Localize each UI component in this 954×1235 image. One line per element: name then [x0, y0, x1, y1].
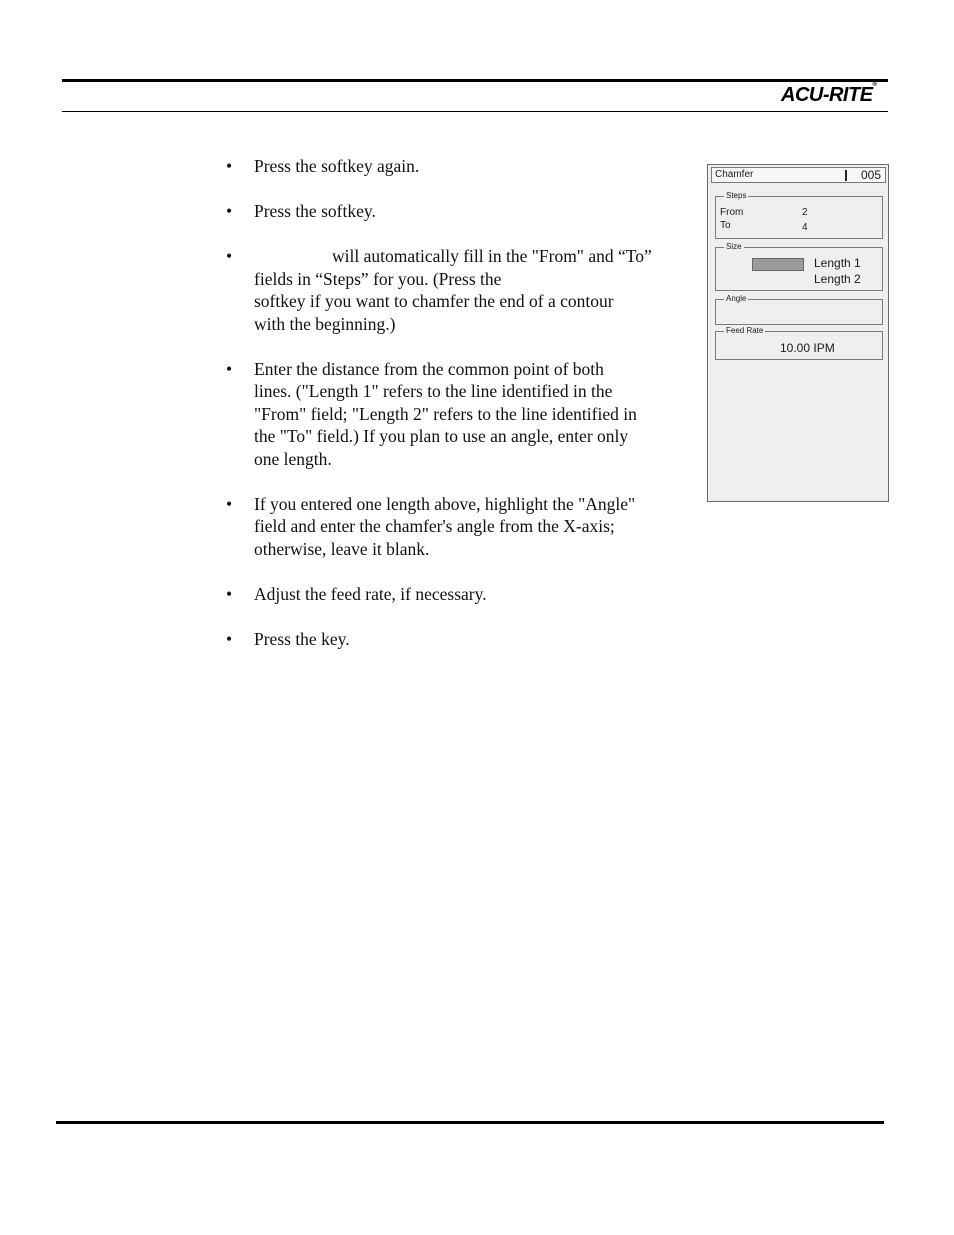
instruction-line: one length. — [254, 448, 332, 469]
instruction-line: Press the softkey again. — [254, 156, 420, 176]
instruction-line: Press the softkey. — [254, 201, 376, 221]
instruction-item: • Adjust the feed rate, if necessary. — [226, 583, 686, 606]
length1-input[interactable] — [752, 258, 804, 271]
instruction-line: field and enter the chamfer's angle from the X-axis; — [254, 516, 615, 536]
steps-group — [715, 191, 883, 239]
instruction-line: Enter the distance from the common point of both — [254, 358, 604, 379]
instruction-item: • Press the key. — [226, 628, 686, 651]
instruction-line: the "To" field.) If you plan to use an angle, enter only — [254, 426, 629, 446]
from-label: From — [720, 207, 744, 218]
acu-rite-logo: ACU-RITE® — [781, 82, 877, 106]
instruction-line: fields in “Steps” for you. (Press the — [254, 268, 502, 289]
angle-label: Angle — [726, 294, 747, 303]
angle-group[interactable] — [715, 294, 883, 325]
screen-title-bar — [711, 167, 886, 183]
to-value[interactable]: 4 — [802, 222, 808, 233]
instruction-item: • Enter the distance from the common point of both lines. ("Length 1" refers to the line identified in the "From" field; "Length 2" refers to the line identified in the "To" field.) If you plan to use an angle, enter only one length. — [226, 358, 686, 471]
instruction-line: with the beginning.) — [254, 313, 396, 334]
title-separator — [845, 170, 847, 181]
instruction-list — [226, 155, 686, 673]
length2-label: Length 2 — [814, 272, 861, 286]
steps-label: Steps — [726, 191, 747, 200]
instruction-line: If you entered one length above, highlight the "Angle" — [254, 493, 636, 514]
chamfer-screen — [707, 164, 889, 502]
from-value[interactable]: 2 — [802, 207, 808, 218]
instruction-item: • will automatically fill in the "From" and “To” fields in “Steps” for you. (Press the softkey if you want to chamfer the end of a contour with the beginning.) — [226, 245, 686, 335]
feed-rate-value: 10.00 IPM — [780, 341, 835, 355]
feed-rate-label: Feed Rate — [726, 326, 764, 335]
instruction-line: otherwise, leave it blank. — [254, 538, 430, 559]
instruction-line: lines. ("Length 1" refers to the line identified in the — [254, 381, 613, 401]
feed-rate-group[interactable] — [715, 326, 883, 360]
header-rule-bottom — [62, 111, 888, 112]
instruction-line: Adjust the feed rate, if necessary. — [254, 583, 487, 604]
size-group — [715, 242, 883, 291]
instruction-item: • Press the softkey. — [226, 200, 686, 223]
instruction-line: will automatically fill in the "From" and “To” — [332, 246, 652, 266]
instruction-line: softkey if you want to chamfer the end of a contour — [254, 291, 614, 311]
size-label: Size — [726, 242, 742, 251]
instruction-item: • If you entered one length above, highlight the "Angle" field and enter the chamfer's angle from the X-axis; otherwise, leave it blank. — [226, 493, 686, 561]
screen-title: Chamfer — [715, 169, 754, 180]
instruction-item: • Press the softkey again. — [226, 155, 686, 178]
header-rule-top — [62, 79, 888, 82]
length1-label: Length 1 — [814, 256, 861, 270]
instruction-line: Press the key. — [254, 628, 350, 649]
footer-rule — [56, 1121, 884, 1124]
step-number: 005 — [860, 168, 881, 182]
to-label: To — [720, 220, 731, 231]
instruction-line: "From" field; "Length 2" refers to the line identified in — [254, 403, 637, 424]
